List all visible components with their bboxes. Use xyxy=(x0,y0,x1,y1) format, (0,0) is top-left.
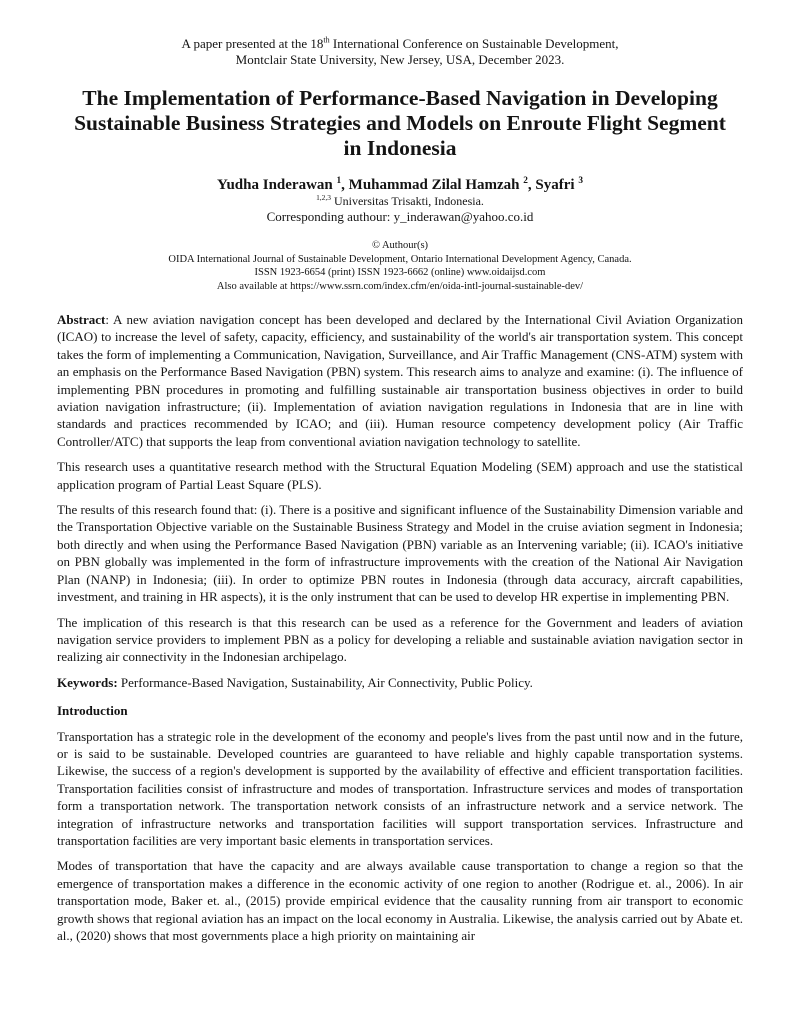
corresponding-author-line xyxy=(57,209,743,224)
author-superscript-3: 3 xyxy=(578,176,583,186)
keywords-line xyxy=(57,674,743,691)
copyright-line: © Authour(s) xyxy=(371,240,429,251)
authors-line xyxy=(57,176,743,194)
corresponding-email-link[interactable]: y_inderawan@yahoo.co.id xyxy=(393,209,534,224)
availability-text: Also available at xyxy=(216,280,291,292)
author-superscript-2: 2 xyxy=(523,176,528,186)
paper-title: The Implementation of Performance-Based Navigation in Developing Sustainable Business Strategies and Models on Enroute Flight Segment in Indonesia xyxy=(74,86,726,160)
keywords-text: Performance-Based Navigation, Sustainability, Air Connectivity, Public Policy. xyxy=(117,674,533,690)
journal-website-link[interactable]: www.oidaijsd.com xyxy=(466,267,546,278)
issn-text: ISSN 1923-6654 (print) ISSN 1923-6662 (online) xyxy=(254,267,467,278)
abstract-paragraph-1 xyxy=(57,311,743,450)
journal-line: OIDA International Journal of Sustainable Development, Ontario International Development Agency, Canada. xyxy=(168,253,632,265)
availability-line xyxy=(57,280,743,294)
ssrn-link[interactable]: https://www.ssrn.com/index.cfm/en/oida-intl-journal-sustainable-dev/ xyxy=(290,280,584,292)
author-superscript-1: 1 xyxy=(336,176,342,186)
author-name-2: Muhammad Zilal Hamzah xyxy=(348,177,524,193)
introduction-paragraph-1: Transportation has a strategic role in the development of the economy and people's lives from the past until now and in the future, or is said to be sustainable. Developed countries are guaranteed to have reliable and highly capable transportation systems. Likewise, the success of a region's development is supported by the availability of effective and efficient transportation facilities. Transportation facilities consist of infrastructure and modes of transportation. Infrastructure services and modes of transportation form a transportation network. The transportation network consists of an infrastructure network and a service network. The integration of infrastructure networks and transportation facilities will support transportation services. Infrastructure and transportation facilities are very important basic elements in transportation services. xyxy=(57,728,743,848)
affiliation-text: Universitas Trisakti, Indonesia. xyxy=(330,194,484,208)
abstract-label: Abstract xyxy=(57,312,106,327)
abstract-paragraph-2: This research uses a quantitative research method with the Structural Equation Modeling (SEM) approach and use the statistical application program of Partial Least Square (PLS). xyxy=(57,459,743,492)
author-separator-1: , xyxy=(341,177,349,193)
ordinal-superscript: th xyxy=(323,35,330,45)
author-name-3: Syafri xyxy=(535,177,579,193)
issn-line xyxy=(57,266,743,280)
abstract-paragraph-3: The results of this research found that: (i). There is a positive and significant influence of the Sustainability Dimension variable and the Transportation Objective variable on the Sustainable Business Strategy and Model in the cruise aviation segment in Indonesia; both directly and when using the Performance Based Navigation (PBN) variable as an Intervening variable; (ii). ICAO's initiative on PBN globally was implemented in the form of infrastructure improvements with the creation of the National Air Navigation Plan (NANP) in Indonesia; (iii). In order to optimize PBN routes in Indonesia (through data accuracy, aircraft capabilities, investment, and training in HR aspects), it is the only instrument that can be used to develop HR expertise in implementing PBN. xyxy=(57,502,743,605)
conference-note-line1 xyxy=(57,36,743,52)
conference-note-text-cont: International Conference on Sustainable Development, xyxy=(329,36,619,51)
introduction-heading: Introduction xyxy=(57,703,128,719)
conference-note-text: A paper presented at the 18 xyxy=(181,36,324,51)
author-name-1: Yudha Inderawan xyxy=(217,177,337,193)
conference-note-line2: Montclair State University, New Jersey, USA, December 2023. xyxy=(235,52,565,67)
abstract-text-1: : A new aviation navigation concept has been developed and declared by the International Civil Aviation Organization (ICAO) to increase the level of safety, capacity, efficiency, and sustainability of the world's air transportation system. This concept takes the form of implementing a Communication, Navigation, Surveillance, and Air Traffic Management (CNS-ATM) system with an emphasis on the Performance Based Navigation (PBN) system. This research aims to analyze and examine: (i). The influence of implementing PBN procedures in promoting and fulfilling sustainable air transportation business objectives in order to build aviation navigation infrastructure; (ii). Implementation of aviation navigation regulations in Indonesia that are in line with standards and practices recommended by ICAO; and (iii). Human resource competency development policy (Air Traffic Controller/ATC) that supports the leap from conventional aviation navigation technology to satellite. xyxy=(57,312,743,449)
affiliation-line xyxy=(57,194,743,208)
author-separator-2: , xyxy=(527,177,536,193)
affiliation-superscript: 1,2,3 xyxy=(316,193,331,202)
abstract-paragraph-4: The implication of this research is that this research can be used as a reference for the Government and leaders of aviation navigation service providers to implement PBN as a policy for developing a reliable and sustainable aviation navigation sector in realizing air connectivity in the Indonesian archipelago. xyxy=(57,614,743,665)
introduction-paragraph-2: Modes of transportation that have the capacity and are always available cause transportation to change a region so that the emergence of transportation makes a difference in the economic activity of one region to another (Rodrigue et. al., 2006). In air transportation mode, Baker et. al., (2015) provide empirical evidence that the causality running from air transport to economic growth shows that regional aviation has an impact on the local economy in Australia. Likewise, the analysis carried out by Abate et. al., (2020) shows that most governments place a high priority on maintaining air xyxy=(57,858,743,943)
imprint-block xyxy=(57,239,743,293)
keywords-label: Keywords: xyxy=(57,674,118,690)
corresponding-label: Corresponding authour: xyxy=(266,209,394,224)
